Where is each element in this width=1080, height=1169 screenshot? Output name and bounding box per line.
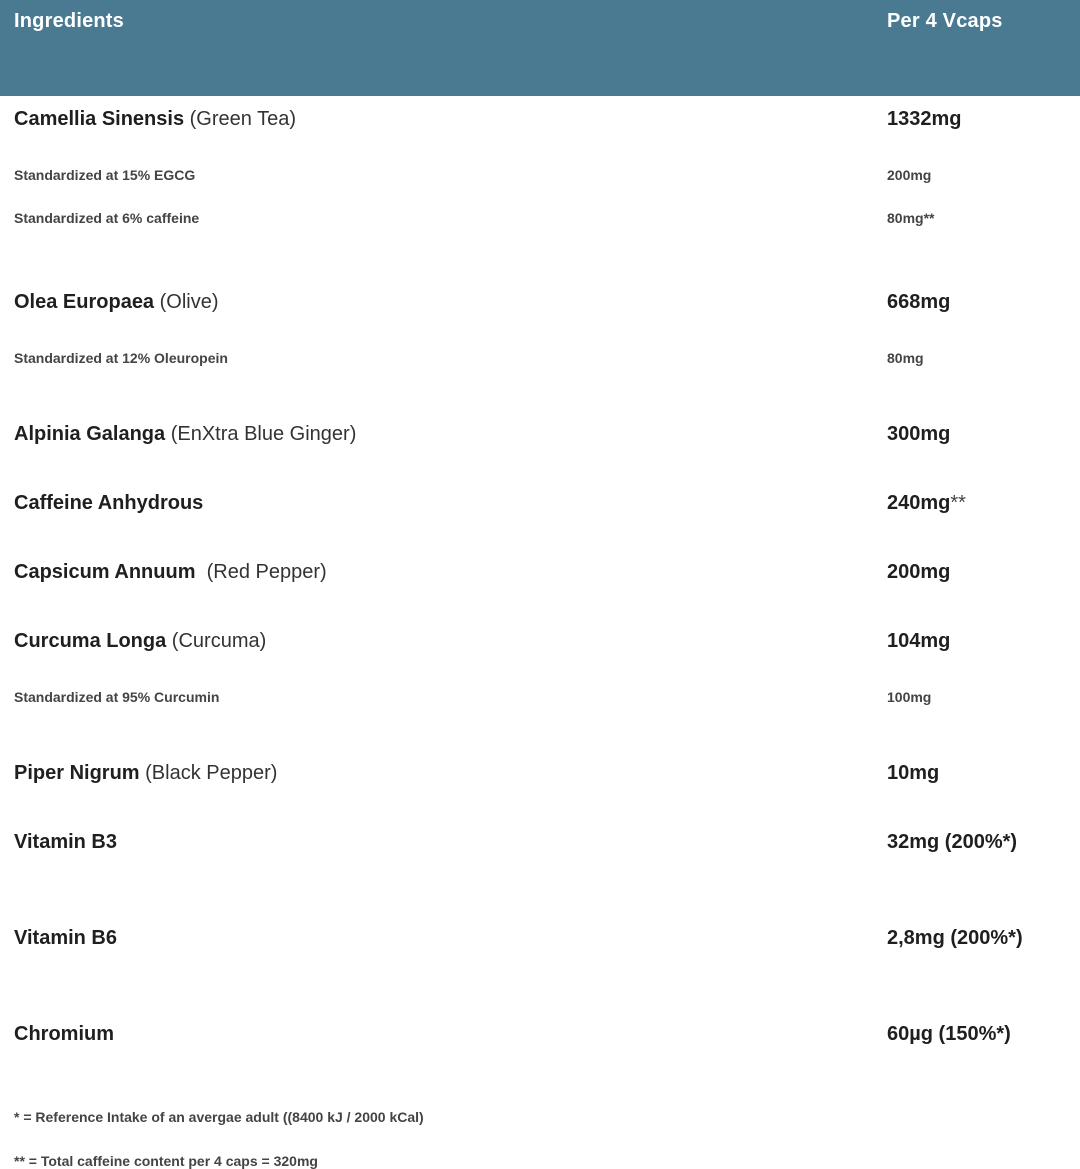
ingredient-name-common: (Olive) [154,291,219,313]
ingredient-name [14,287,219,317]
ingredient-name-common: (Black Pepper) [139,762,278,784]
ingredient-amount: 10mg [887,762,940,784]
ingredient-amount: 60µg (150%*) [887,1023,1011,1045]
table-subrow [0,165,1080,185]
ingredient-name-bold: Piper Nigrum [14,762,140,784]
standardization-label: Standardized at 6% caffeine [14,210,200,226]
ingredient-name [14,419,356,449]
ingredient-name [14,104,296,134]
standardization-label: Standardized at 12% Oleuropein [14,350,228,366]
footnote-reference-intake: * = Reference Intake of an avergae adult ((8400 kJ / 2000 kCal) [14,1109,424,1125]
table-row [0,1019,1080,1049]
ingredient-amount [887,488,966,518]
amount-value: 240mg [887,492,951,514]
ingredient-name [14,557,327,587]
ingredient-amount: 1332mg [887,108,962,130]
table-subrow [0,687,1080,707]
ingredient-name-common: (EnXtra Blue Ginger) [165,423,357,445]
standardization-label: Standardized at 15% EGCG [14,167,196,183]
header-per-4-vcaps: Per 4 Vcaps [887,10,1003,32]
ingredient-name-bold: Caffeine Anhydrous [14,492,204,514]
ingredient-name-bold: Capsicum Annuum [14,561,196,583]
ingredient-amount: 668mg [887,291,951,313]
ingredient-name [14,1019,114,1049]
table-row [0,626,1080,656]
footnote-total-caffeine: ** = Total caffeine content per 4 caps = 320mg [14,1153,318,1169]
standardization-amount: 80mg** [887,210,935,226]
ingredient-name-bold: Olea Europaea [14,291,155,313]
table-row [0,419,1080,449]
table-header [0,0,1080,96]
ingredient-name [14,758,277,788]
table-subrow [0,348,1080,368]
ingredient-amount: 104mg [887,630,951,652]
ingredient-name-bold: Alpinia Galanga [14,423,166,445]
ingredient-amount: 300mg [887,423,951,445]
ingredient-name-bold: Camellia Sinensis [14,108,185,130]
standardization-amount: 80mg [887,350,924,366]
ingredient-name-bold: Vitamin B6 [14,927,117,949]
ingredient-name [14,923,117,953]
ingredient-name [14,488,203,518]
ingredient-name-bold: Curcuma Longa [14,630,167,652]
standardization-amount: 200mg [887,167,932,183]
ingredient-name [14,626,266,656]
table-row [0,557,1080,587]
ingredient-amount: 200mg [887,561,951,583]
ingredient-name-common: (Red Pepper) [195,561,327,583]
amount-footnote-marker: ** [950,492,966,514]
table-row [0,104,1080,134]
ingredient-name-bold: Vitamin B3 [14,831,117,853]
ingredient-name-bold: Chromium [14,1023,114,1045]
table-row [0,827,1080,857]
ingredient-name-common: (Curcuma) [166,630,267,652]
header-ingredients: Ingredients [14,10,124,32]
ingredient-amount: 32mg (200%*) [887,831,1018,853]
ingredient-amount: 2,8mg (200%*) [887,927,1023,949]
standardization-amount: 100mg [887,689,932,705]
table-row [0,758,1080,788]
standardization-label: Standardized at 95% Curcumin [14,689,220,705]
ingredient-name-common: (Green Tea) [184,108,296,130]
ingredient-name [14,827,117,857]
table-row [0,488,1080,518]
table-subrow [0,208,1080,228]
table-row [0,923,1080,953]
table-row [0,287,1080,317]
